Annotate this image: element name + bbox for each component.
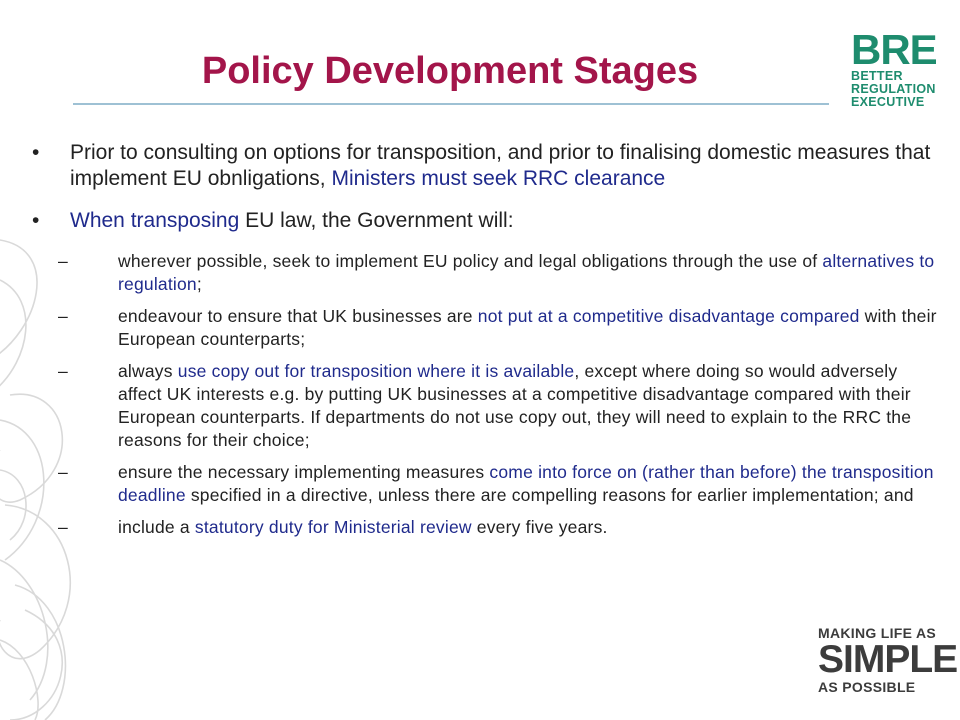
title-underline (73, 103, 829, 105)
sub-bullet-item (32, 360, 942, 452)
bullet-item (32, 208, 942, 234)
sub-bullet-highlight: statutory duty for Ministerial review (194, 517, 472, 537)
bullet-highlight: Ministers must seek RRC clearance (331, 167, 666, 190)
logo-abbr: BRE (851, 26, 937, 73)
sub-bullet-highlight: use copy out for transposition where it is available (177, 361, 575, 381)
sub-bullet-item (32, 250, 942, 296)
sub-bullet-text: ensure the necessary implementing measures (118, 462, 490, 482)
tagline-logo (818, 625, 958, 695)
sub-bullet-text-end: with their European counterparts; (118, 306, 937, 349)
bullet-text: EU law, the Government will: (239, 209, 514, 232)
sub-bullet-marker: – (58, 306, 68, 326)
logo-line-better: BETTER (851, 69, 903, 83)
sub-bullet-marker: – (58, 462, 68, 482)
sub-bullet-highlight: not put at a competitive disadvantage compared (477, 306, 860, 326)
bullet-text: Prior to consulting on options for transposition, and prior to finalising domestic measures that implement EU obnligations, (70, 141, 931, 190)
sub-bullet-text-end: ; (196, 274, 202, 294)
sub-bullet-marker: – (58, 251, 68, 271)
tagline-line-1: MAKING LIFE AS (818, 625, 937, 641)
sub-bullet-item (32, 305, 942, 351)
bullet-marker: • (32, 141, 40, 164)
bullet-highlight: When transposing (70, 209, 240, 232)
sub-bullet-text-end: specified in a directive, unless there are compelling reasons for earlier implementation; and (185, 485, 914, 505)
sub-bullet-marker: – (58, 361, 68, 381)
tagline-line-2: SIMPLE (818, 638, 958, 681)
sub-bullet-text: endeavour to ensure that UK businesses are (118, 306, 478, 326)
sub-bullet-highlight: alternatives to regulation (118, 251, 935, 294)
sub-bullet-text-end: , except where doing so would adversely affect UK interests e.g. by putting UK businesses at a competitive disadvantage compared with their European counterparts. If departments do not use copy out, they will need to explain to the RRC the reasons for their choice; (118, 361, 912, 450)
sub-bullet-item (32, 461, 942, 507)
sub-bullet-text: include a (118, 517, 195, 537)
sub-bullet-text: always (118, 361, 178, 381)
sub-bullet-highlight: come into force on (rather than before) the transposition deadline (118, 462, 934, 505)
bullet-marker: • (32, 209, 40, 232)
slide-content (32, 140, 942, 548)
sub-bullet-text: wherever possible, seek to implement EU policy and legal obligations through the use of (118, 251, 823, 271)
logo-line-executive: EXECUTIVE (851, 95, 925, 109)
bre-logo (851, 26, 937, 109)
slide-title: Policy Development Stages (201, 50, 699, 92)
sub-bullet-marker: – (58, 517, 68, 537)
logo-line-regulation: REGULATION (851, 82, 936, 96)
sub-bullet-text-end: every five years. (471, 517, 608, 537)
tagline-line-3: AS POSSIBLE (818, 679, 916, 695)
sub-bullet-item (32, 516, 942, 539)
bullet-item (32, 140, 942, 192)
